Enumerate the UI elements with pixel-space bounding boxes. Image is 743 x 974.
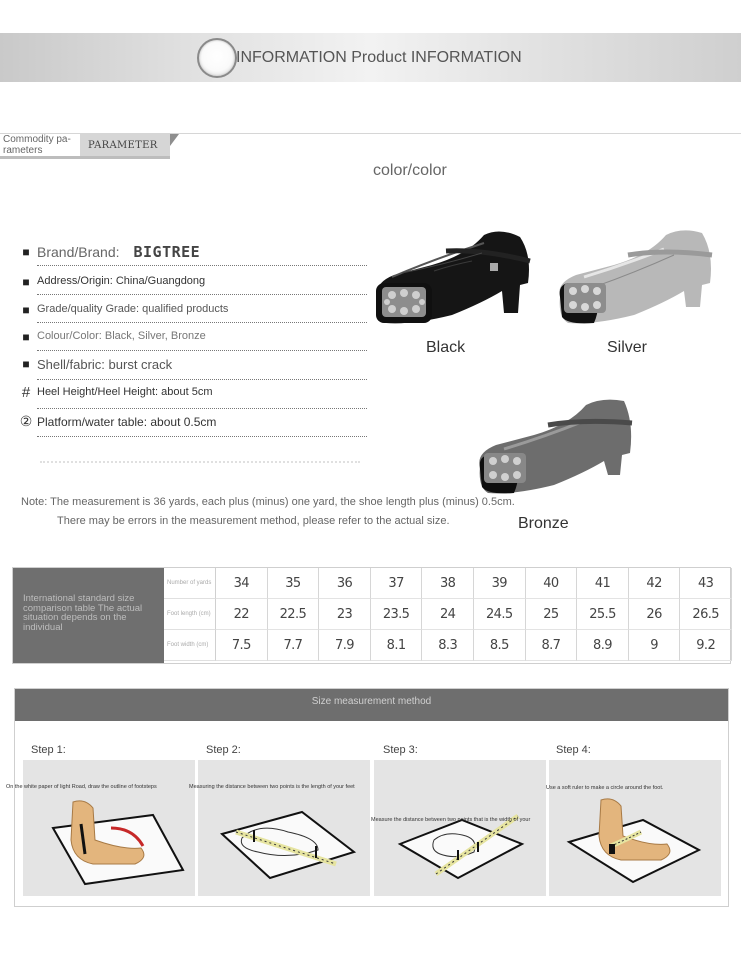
- step-3-illustration: [374, 760, 546, 896]
- size-cell: 23.5: [371, 599, 423, 630]
- square-bullet-icon: ■: [22, 245, 30, 259]
- square-bullet-icon: ■: [22, 275, 30, 289]
- dotted-divider: [37, 379, 367, 380]
- spec-color-text: Colour/Color: Black, Silver, Bronze: [37, 330, 206, 342]
- spec-heel: [19, 386, 349, 412]
- step-4-caption: Use a soft ruler to make a circle around the foot.: [546, 785, 664, 791]
- dotted-divider: [37, 436, 367, 437]
- size-cell: 40: [526, 568, 578, 599]
- square-bullet-icon: ■: [22, 357, 30, 371]
- banner-title: INFORMATION Product INFORMATION: [236, 49, 522, 66]
- note-measurement: Note: The measurement is 36 yards, each plus (minus) one yard, the shoe length plus (minus) 0.5cm.: [21, 496, 515, 508]
- measurement-header: [15, 689, 728, 721]
- size-cell: 25.5: [577, 599, 629, 630]
- tab-corner-decoration: [170, 134, 179, 146]
- dotted-divider: [37, 265, 367, 266]
- spec-brand: [19, 243, 349, 269]
- size-cell: 42: [629, 568, 681, 599]
- size-table-caption-panel: [13, 568, 164, 663]
- circled-two-icon: ②: [19, 413, 33, 429]
- size-cell: 7.5: [216, 630, 268, 661]
- square-bullet-icon: ■: [22, 303, 30, 317]
- bronze-label: Bronze: [518, 515, 569, 532]
- step-3-caption: Measure the distance between two points that is the width of your: [371, 817, 531, 823]
- size-cell: 8.3: [422, 630, 474, 661]
- spec-platform: [19, 415, 349, 441]
- size-cell: 8.9: [577, 630, 629, 661]
- silver-label: Silver: [607, 339, 648, 356]
- size-cell: 37: [371, 568, 423, 599]
- size-cell: 8.7: [526, 630, 578, 661]
- spec-fabric-text: Shell/fabric: burst crack: [37, 357, 173, 372]
- spec-grade-text: Grade/quality Grade: qualified products: [37, 303, 229, 315]
- spec-color: [19, 330, 349, 356]
- size-cell: 36: [319, 568, 371, 599]
- bronze-shoe-image: [474, 395, 636, 500]
- step-1-illustration: [23, 760, 195, 896]
- size-cell: 24.5: [474, 599, 526, 630]
- tab-shadow: [0, 156, 170, 159]
- brand-label: Brand/Brand:: [37, 244, 120, 260]
- size-cell: 8.1: [371, 630, 423, 661]
- spec-fabric: [19, 357, 349, 383]
- dotted-divider: [37, 294, 367, 295]
- spec-heel-text: Heel Height/Heel Height: about 5cm: [37, 386, 213, 398]
- size-cell: 41: [577, 568, 629, 599]
- info-banner: [0, 33, 741, 82]
- size-cell: 23: [319, 599, 371, 630]
- size-row-label: Foot width (cm): [164, 630, 216, 661]
- step-4-label: Step 4:: [556, 744, 591, 756]
- parameter-label: Commodity pa- rameters: [3, 134, 71, 156]
- size-cell: 7.7: [268, 630, 320, 661]
- spec-grade: [19, 303, 349, 329]
- spec-platform-text: Platform/water table: about 0.5cm: [37, 415, 217, 429]
- size-cell: 9: [629, 630, 681, 661]
- size-cell: 9.2: [680, 630, 732, 661]
- spec-brand-label: [37, 243, 200, 261]
- spec-origin: [19, 275, 349, 301]
- size-cell: 25: [526, 599, 578, 630]
- size-cell: 8.5: [474, 630, 526, 661]
- faint-divider: [40, 461, 360, 463]
- size-comparison-table: [12, 567, 731, 664]
- size-cell: 24: [422, 599, 474, 630]
- step-3-label: Step 3:: [383, 744, 418, 756]
- size-table-caption: International standard size comparison table The actual situation depends on the individual: [23, 593, 143, 633]
- size-cell: 35: [268, 568, 320, 599]
- step-2-label: Step 2:: [206, 744, 241, 756]
- note-errors: There may be errors in the measurement method, please refer to the actual size.: [57, 515, 450, 527]
- size-cell: 34: [216, 568, 268, 599]
- size-cell: 39: [474, 568, 526, 599]
- size-cell: 38: [422, 568, 474, 599]
- dotted-divider: [37, 408, 367, 409]
- dotted-divider: [37, 322, 367, 323]
- size-cell: 26.5: [680, 599, 732, 630]
- brand-value: BIGTREE: [133, 243, 201, 261]
- size-cell: 22.5: [268, 599, 320, 630]
- dotted-divider: [37, 350, 367, 351]
- hash-icon: #: [21, 384, 31, 401]
- step-4-illustration: [549, 760, 721, 896]
- measurement-title: Size measurement method: [311, 696, 432, 707]
- color-heading: color/color: [373, 162, 447, 179]
- black-label: Black: [426, 339, 466, 356]
- step-1-label: Step 1:: [31, 744, 66, 756]
- circle-ornament-icon: [197, 38, 237, 78]
- silver-shoe-image: [554, 225, 716, 330]
- parameter-tab: PARAMETER: [80, 134, 170, 158]
- size-row-label: Foot length (cm): [164, 599, 216, 630]
- step-2-caption: Measuring the distance between two points is the length of your feet: [189, 784, 355, 790]
- size-cell: 22: [216, 599, 268, 630]
- spec-origin-text: Address/Origin: China/Guangdong: [37, 275, 206, 287]
- step-1-caption: On the white paper of light Road, draw the outline of footsteps: [6, 784, 157, 790]
- size-cell: 7.9: [319, 630, 371, 661]
- measurement-method: [6, 688, 729, 907]
- step-2-illustration: [198, 760, 370, 896]
- size-row-label: Number of yards: [164, 568, 216, 599]
- size-cell: 26: [629, 599, 681, 630]
- square-bullet-icon: ■: [22, 330, 30, 344]
- size-cell: 43: [680, 568, 732, 599]
- black-shoe-image: [372, 225, 534, 330]
